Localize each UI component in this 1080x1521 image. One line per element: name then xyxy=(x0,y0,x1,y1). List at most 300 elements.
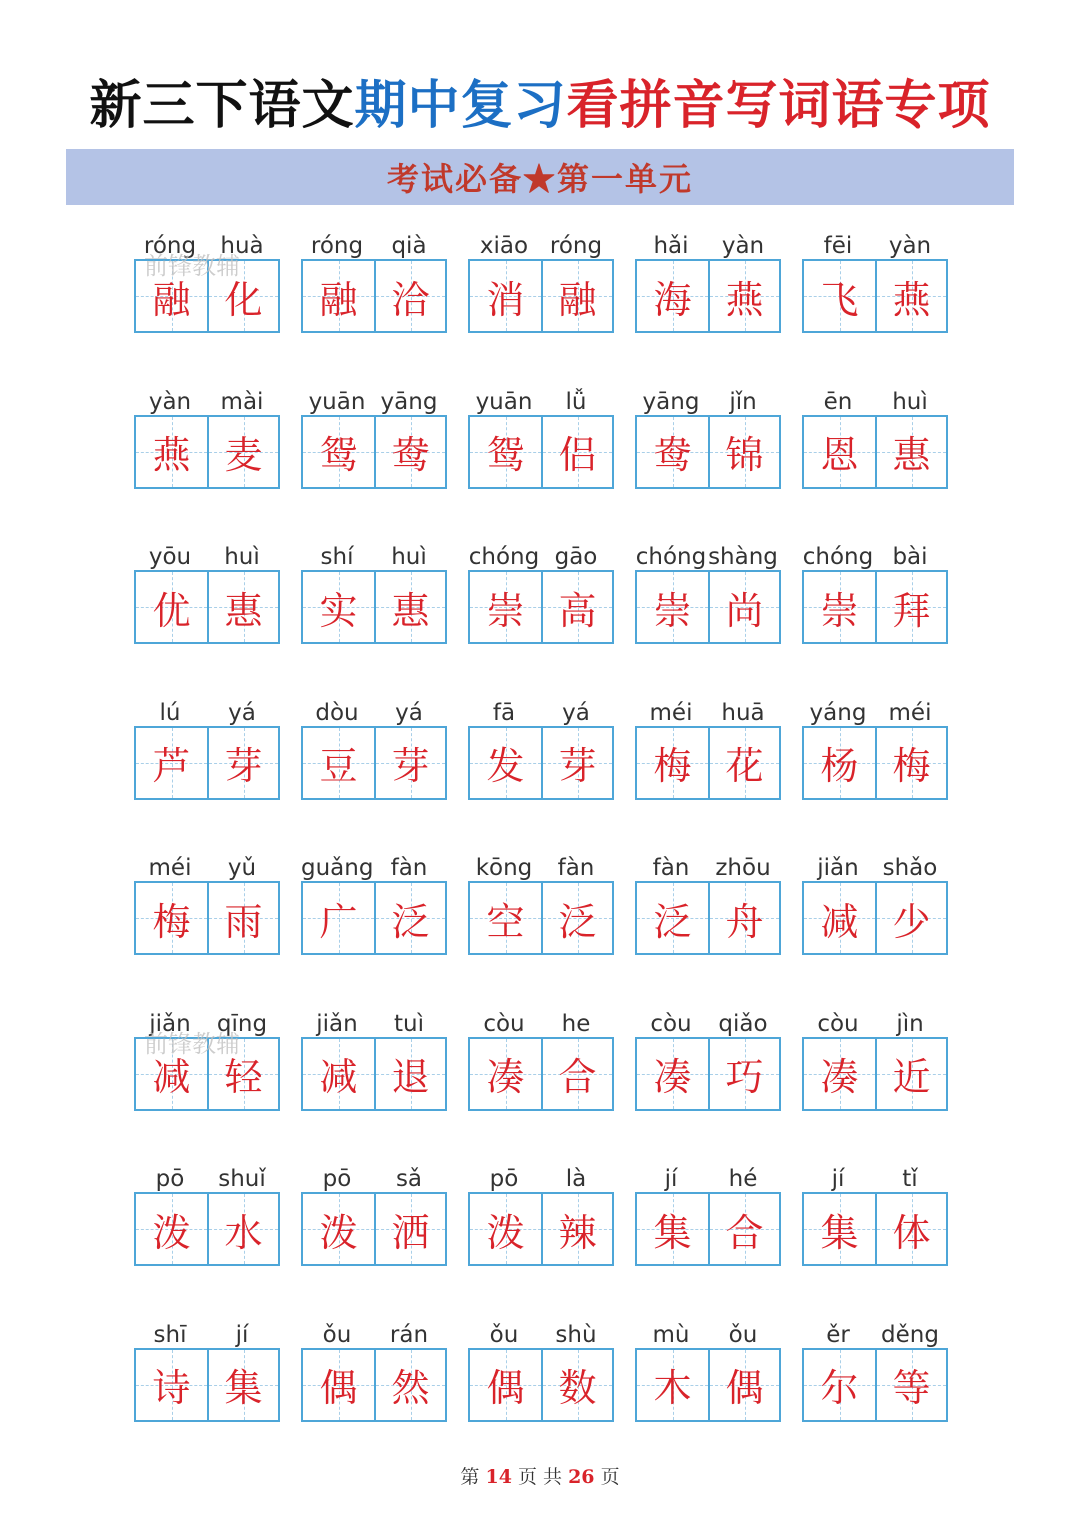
tianzige-cell xyxy=(470,883,541,953)
pinyin-line xyxy=(301,546,447,568)
tianzige-cell xyxy=(804,1039,875,1109)
tianzige-grid xyxy=(802,881,948,955)
word-item xyxy=(301,1010,447,1109)
pinyin: fā xyxy=(492,699,516,726)
watermark-top: 前锋教辅 xyxy=(144,252,240,280)
pinyin: shí xyxy=(320,544,354,570)
pinyin: xiāo xyxy=(479,233,529,259)
pinyin: rán xyxy=(389,1321,429,1348)
pinyin: shàng xyxy=(708,544,778,570)
hanzi-character: 融 xyxy=(152,277,191,322)
word-item xyxy=(802,699,948,798)
tianzige-cell xyxy=(804,261,875,331)
tianzige-grid xyxy=(468,1348,614,1422)
pinyin: qià xyxy=(391,233,427,259)
pinyin: yáng xyxy=(809,699,867,726)
pinyin: shī xyxy=(153,1321,187,1348)
tianzige-cell xyxy=(541,1194,612,1264)
pinyin: qīng xyxy=(216,1010,268,1037)
hanzi-character: 减 xyxy=(820,899,859,944)
hanzi-character: 集 xyxy=(653,1210,692,1255)
pinyin: kōng xyxy=(475,855,533,881)
hanzi-character: 海 xyxy=(653,277,692,322)
tianzige-grid xyxy=(802,726,948,800)
tianzige-grid xyxy=(134,570,280,644)
pinyin: jí xyxy=(664,1166,678,1192)
tianzige-grid xyxy=(468,259,614,333)
hanzi-character: 洽 xyxy=(391,277,430,322)
footer-middle: 页 共 xyxy=(517,1466,563,1488)
pinyin: yàn xyxy=(721,233,765,259)
hanzi-character: 水 xyxy=(224,1210,263,1255)
tianzige-grid xyxy=(468,415,614,489)
hanzi-character: 偶 xyxy=(725,1366,764,1410)
pinyin: bài xyxy=(892,544,928,570)
pinyin-line xyxy=(802,388,948,415)
tianzige-cell xyxy=(207,883,278,953)
pinyin: yǔ xyxy=(227,855,257,881)
pinyin-line xyxy=(134,546,280,568)
pinyin: yá xyxy=(228,699,256,726)
tianzige-cell xyxy=(470,1039,541,1109)
title-part-1: 新三下语文 xyxy=(89,75,355,136)
word-row xyxy=(134,388,948,487)
hanzi-character: 化 xyxy=(224,277,263,322)
hanzi-character: 集 xyxy=(820,1210,859,1255)
pinyin: còu xyxy=(817,1010,859,1037)
hanzi-character: 等 xyxy=(892,1366,931,1410)
pinyin: jìn xyxy=(896,1010,924,1037)
tianzige-cell xyxy=(708,261,779,331)
pinyin-line xyxy=(635,1168,781,1190)
total-page-number: 26 xyxy=(568,1466,595,1488)
hanzi-character: 泼 xyxy=(486,1210,525,1255)
hanzi-character: 花 xyxy=(725,744,764,788)
hanzi-character: 减 xyxy=(152,1055,191,1099)
hanzi-character: 凑 xyxy=(653,1055,692,1099)
footer-suffix: 页 xyxy=(600,1466,620,1488)
hanzi-character: 优 xyxy=(152,588,191,633)
pinyin: he xyxy=(561,1010,591,1037)
tianzige-cell xyxy=(541,261,612,331)
pinyin: méi xyxy=(148,855,192,881)
hanzi-character: 融 xyxy=(558,277,597,322)
word-item xyxy=(468,1168,614,1264)
hanzi-character: 泛 xyxy=(391,899,430,944)
word-row xyxy=(134,235,948,331)
tianzige-cell xyxy=(303,572,374,642)
hanzi-character: 恩 xyxy=(820,433,859,477)
tianzige-cell xyxy=(804,1350,875,1420)
word-item xyxy=(635,388,781,487)
word-item xyxy=(301,1168,447,1264)
pinyin: yá xyxy=(562,699,590,726)
hanzi-character: 锦 xyxy=(725,433,764,477)
pinyin-line xyxy=(468,235,614,257)
tianzige-grid xyxy=(301,415,447,489)
word-item xyxy=(468,857,614,953)
hanzi-character: 融 xyxy=(319,277,358,322)
word-item xyxy=(301,699,447,798)
pinyin: chóng xyxy=(468,544,540,570)
tianzige-cell xyxy=(303,1194,374,1264)
tianzige-grid xyxy=(301,1348,447,1422)
pinyin-line xyxy=(301,857,447,879)
pinyin: yá xyxy=(395,699,423,726)
tianzige-cell xyxy=(875,261,946,331)
hanzi-character: 然 xyxy=(391,1366,430,1410)
tianzige-grid xyxy=(134,726,280,800)
pinyin: shuǐ xyxy=(218,1166,266,1192)
pinyin-line xyxy=(134,1168,280,1190)
pinyin-line xyxy=(134,1321,280,1348)
word-item xyxy=(802,1168,948,1264)
pinyin: huā xyxy=(721,699,765,726)
tianzige-grid xyxy=(802,1037,948,1111)
word-item xyxy=(301,546,447,642)
hanzi-character: 辣 xyxy=(558,1210,597,1255)
tianzige-grid xyxy=(802,1348,948,1422)
hanzi-character: 鸳 xyxy=(486,433,525,477)
pinyin: huì xyxy=(224,544,260,570)
pinyin-line xyxy=(468,546,614,568)
pinyin: tǐ xyxy=(902,1166,918,1192)
hanzi-character: 偶 xyxy=(486,1366,525,1410)
hanzi-character: 梅 xyxy=(152,899,191,944)
tianzige-cell xyxy=(708,417,779,487)
word-item xyxy=(802,235,948,331)
pinyin: mù xyxy=(652,1321,690,1348)
pinyin: ěr xyxy=(826,1321,850,1348)
pinyin-line xyxy=(635,388,781,415)
tianzige-cell xyxy=(470,1194,541,1264)
tianzige-cell xyxy=(136,417,207,487)
tianzige-cell xyxy=(136,1350,207,1420)
tianzige-grid xyxy=(635,259,781,333)
pinyin: huì xyxy=(391,544,427,570)
tianzige-cell xyxy=(374,572,445,642)
tianzige-cell xyxy=(875,1194,946,1264)
pinyin-line xyxy=(468,1010,614,1037)
tianzige-cell xyxy=(637,883,708,953)
word-item xyxy=(468,699,614,798)
hanzi-character: 鸯 xyxy=(653,433,692,477)
hanzi-character: 尔 xyxy=(820,1366,859,1410)
pinyin: yàn xyxy=(148,388,192,415)
tianzige-cell xyxy=(637,572,708,642)
hanzi-character: 惠 xyxy=(391,588,430,633)
hanzi-character: 芦 xyxy=(152,744,191,788)
tianzige-grid xyxy=(134,415,280,489)
pinyin: mài xyxy=(220,388,264,415)
tianzige-cell xyxy=(374,883,445,953)
pinyin: děng xyxy=(881,1321,939,1348)
word-item xyxy=(802,1010,948,1109)
hanzi-character: 少 xyxy=(892,899,931,944)
footer-prefix: 第 xyxy=(460,1466,480,1488)
unit-banner xyxy=(66,149,1014,205)
pinyin: shù xyxy=(555,1321,597,1348)
tianzige-cell xyxy=(708,883,779,953)
tianzige-cell xyxy=(541,1039,612,1109)
pinyin: qiǎo xyxy=(718,1010,768,1037)
pinyin-line xyxy=(301,388,447,415)
tianzige-cell xyxy=(804,417,875,487)
hanzi-character: 减 xyxy=(319,1055,358,1099)
hanzi-character: 芽 xyxy=(558,744,597,788)
pinyin: jǐn xyxy=(729,388,757,415)
hanzi-character: 退 xyxy=(391,1055,430,1099)
hanzi-character: 惠 xyxy=(224,588,263,633)
hanzi-character: 泛 xyxy=(558,899,597,944)
pinyin-line xyxy=(301,235,447,257)
tianzige-cell xyxy=(470,261,541,331)
hanzi-character: 泛 xyxy=(653,899,692,944)
pinyin-line xyxy=(301,1168,447,1190)
tianzige-cell xyxy=(804,728,875,798)
tianzige-grid xyxy=(802,415,948,489)
banner-text: 考试必备★第一单元 xyxy=(386,160,693,198)
word-item xyxy=(635,1168,781,1264)
tianzige-grid xyxy=(468,726,614,800)
pinyin: fēi xyxy=(823,233,853,259)
tianzige-grid xyxy=(635,570,781,644)
word-item xyxy=(301,235,447,331)
tianzige-grid xyxy=(468,570,614,644)
word-item xyxy=(468,1321,614,1420)
current-page-number: 14 xyxy=(485,1466,512,1488)
tianzige-cell xyxy=(708,728,779,798)
pinyin: jí xyxy=(831,1166,845,1192)
tianzige-cell xyxy=(637,728,708,798)
word-row xyxy=(134,699,948,798)
hanzi-character: 崇 xyxy=(820,588,859,633)
pinyin: guǎng xyxy=(301,855,374,881)
word-item xyxy=(635,857,781,953)
tianzige-cell xyxy=(374,261,445,331)
tianzige-grid xyxy=(635,1348,781,1422)
tianzige-cell xyxy=(207,1194,278,1264)
tianzige-cell xyxy=(875,883,946,953)
word-item xyxy=(635,1010,781,1109)
pinyin: yuān xyxy=(475,388,533,415)
tianzige-grid xyxy=(301,726,447,800)
hanzi-character: 轻 xyxy=(224,1055,263,1099)
tianzige-cell xyxy=(136,1194,207,1264)
pinyin-line xyxy=(468,1321,614,1348)
pinyin: yàn xyxy=(888,233,932,259)
hanzi-character: 泼 xyxy=(319,1210,358,1255)
word-item xyxy=(468,388,614,487)
hanzi-character: 合 xyxy=(725,1210,764,1255)
pinyin-line xyxy=(802,699,948,726)
pinyin: hǎi xyxy=(653,233,689,259)
hanzi-character: 广 xyxy=(319,899,358,944)
hanzi-character: 雨 xyxy=(224,899,263,944)
pinyin: róng xyxy=(310,233,364,259)
tianzige-cell xyxy=(303,1039,374,1109)
tianzige-cell xyxy=(374,1039,445,1109)
pinyin-line xyxy=(301,1321,447,1348)
pinyin-line xyxy=(635,857,781,879)
pinyin: dòu xyxy=(315,699,359,726)
tianzige-cell xyxy=(541,728,612,798)
pinyin-line xyxy=(468,1168,614,1190)
tianzige-cell xyxy=(136,728,207,798)
pinyin-line xyxy=(468,699,614,726)
pinyin: pō xyxy=(155,1166,185,1192)
hanzi-character: 集 xyxy=(224,1366,263,1410)
hanzi-character: 近 xyxy=(892,1055,931,1099)
pinyin-line xyxy=(468,388,614,415)
hanzi-character: 麦 xyxy=(224,433,263,477)
tianzige-cell xyxy=(804,572,875,642)
tianzige-cell xyxy=(637,417,708,487)
hanzi-character: 高 xyxy=(558,588,597,633)
pinyin: fàn xyxy=(652,855,690,881)
hanzi-character: 豆 xyxy=(319,744,358,788)
pinyin: yāng xyxy=(642,388,700,415)
pinyin: jiǎn xyxy=(316,1010,358,1037)
hanzi-character: 数 xyxy=(558,1366,597,1410)
tianzige-cell xyxy=(708,1194,779,1264)
tianzige-grid xyxy=(301,1192,447,1266)
tianzige-grid xyxy=(635,881,781,955)
pinyin: huì xyxy=(892,388,928,415)
hanzi-character: 飞 xyxy=(820,277,859,322)
tianzige-cell xyxy=(541,417,612,487)
pinyin: zhōu xyxy=(715,855,771,881)
word-grid xyxy=(134,235,948,1479)
tianzige-grid xyxy=(802,570,948,644)
word-item xyxy=(134,857,280,953)
hanzi-character: 崇 xyxy=(653,588,692,633)
hanzi-character: 发 xyxy=(486,744,525,788)
pinyin-line xyxy=(802,1168,948,1190)
tianzige-grid xyxy=(635,415,781,489)
tianzige-cell xyxy=(374,417,445,487)
pinyin-line xyxy=(802,235,948,257)
tianzige-cell xyxy=(804,1194,875,1264)
pinyin: ǒu xyxy=(728,1321,758,1348)
hanzi-character: 诗 xyxy=(152,1366,191,1410)
pinyin: huà xyxy=(220,233,264,259)
pinyin: fàn xyxy=(557,855,595,881)
tianzige-cell xyxy=(470,1350,541,1420)
tianzige-cell xyxy=(374,728,445,798)
hanzi-character: 杨 xyxy=(820,744,859,788)
tianzige-grid xyxy=(635,1192,781,1266)
pinyin: lú xyxy=(159,699,181,726)
tianzige-grid xyxy=(301,1037,447,1111)
pinyin: tuì xyxy=(394,1010,424,1037)
hanzi-character: 消 xyxy=(486,277,525,322)
pinyin: ǒu xyxy=(489,1321,519,1348)
word-item xyxy=(635,235,781,331)
tianzige-cell xyxy=(708,1039,779,1109)
word-row xyxy=(134,546,948,642)
word-item xyxy=(468,546,614,642)
word-row xyxy=(134,1168,948,1264)
hanzi-character: 鸳 xyxy=(319,433,358,477)
tianzige-grid xyxy=(301,570,447,644)
tianzige-cell xyxy=(207,1350,278,1420)
pinyin: jiǎn xyxy=(817,855,859,881)
tianzige-grid xyxy=(468,1192,614,1266)
pinyin: lǚ xyxy=(565,388,587,415)
word-item xyxy=(468,1010,614,1109)
tianzige-cell xyxy=(637,1350,708,1420)
hanzi-character: 燕 xyxy=(892,277,931,322)
tianzige-cell xyxy=(303,883,374,953)
word-item xyxy=(635,546,781,642)
tianzige-cell xyxy=(541,572,612,642)
hanzi-character: 合 xyxy=(558,1055,597,1099)
tianzige-cell xyxy=(136,883,207,953)
tianzige-cell xyxy=(374,1350,445,1420)
hanzi-character: 拜 xyxy=(892,588,931,633)
word-item xyxy=(134,1168,280,1264)
title-part-2: 期中复习 xyxy=(354,75,567,136)
tianzige-cell xyxy=(207,728,278,798)
tianzige-grid xyxy=(134,1192,280,1266)
tianzige-grid xyxy=(802,259,948,333)
pinyin: chóng xyxy=(802,544,874,570)
hanzi-character: 崇 xyxy=(486,588,525,633)
hanzi-character: 侣 xyxy=(558,433,597,477)
tianzige-cell xyxy=(303,417,374,487)
pinyin: gāo xyxy=(554,544,598,570)
pinyin: róng xyxy=(549,233,603,259)
word-item xyxy=(802,857,948,953)
tianzige-cell xyxy=(541,883,612,953)
pinyin: pō xyxy=(489,1166,519,1192)
tianzige-cell xyxy=(875,417,946,487)
tianzige-grid xyxy=(468,1037,614,1111)
tianzige-cell xyxy=(303,261,374,331)
pinyin: yōu xyxy=(148,544,192,570)
pinyin-line xyxy=(468,857,614,879)
page-footer xyxy=(0,1462,1080,1489)
pinyin-line xyxy=(802,857,948,879)
word-item xyxy=(301,857,447,953)
word-item xyxy=(134,388,280,487)
tianzige-grid xyxy=(802,1192,948,1266)
watermark-middle: 前锋教辅 xyxy=(144,1030,240,1058)
pinyin: shǎo xyxy=(882,855,938,881)
pinyin-line xyxy=(635,1010,781,1037)
hanzi-character: 凑 xyxy=(820,1055,859,1099)
word-row xyxy=(134,1321,948,1420)
tianzige-grid xyxy=(635,1037,781,1111)
tianzige-grid xyxy=(468,881,614,955)
tianzige-cell xyxy=(875,728,946,798)
pinyin-line xyxy=(802,546,948,568)
tianzige-cell xyxy=(136,572,207,642)
pinyin-line xyxy=(301,699,447,726)
pinyin: hé xyxy=(728,1166,758,1192)
tianzige-grid xyxy=(301,881,447,955)
tianzige-cell xyxy=(875,572,946,642)
word-item xyxy=(802,1321,948,1420)
tianzige-cell xyxy=(804,883,875,953)
hanzi-character: 舟 xyxy=(725,899,764,944)
pinyin-line xyxy=(301,1010,447,1037)
tianzige-cell xyxy=(708,572,779,642)
pinyin: méi xyxy=(649,699,693,726)
pinyin: chóng xyxy=(635,544,707,570)
hanzi-character: 惠 xyxy=(892,433,931,477)
